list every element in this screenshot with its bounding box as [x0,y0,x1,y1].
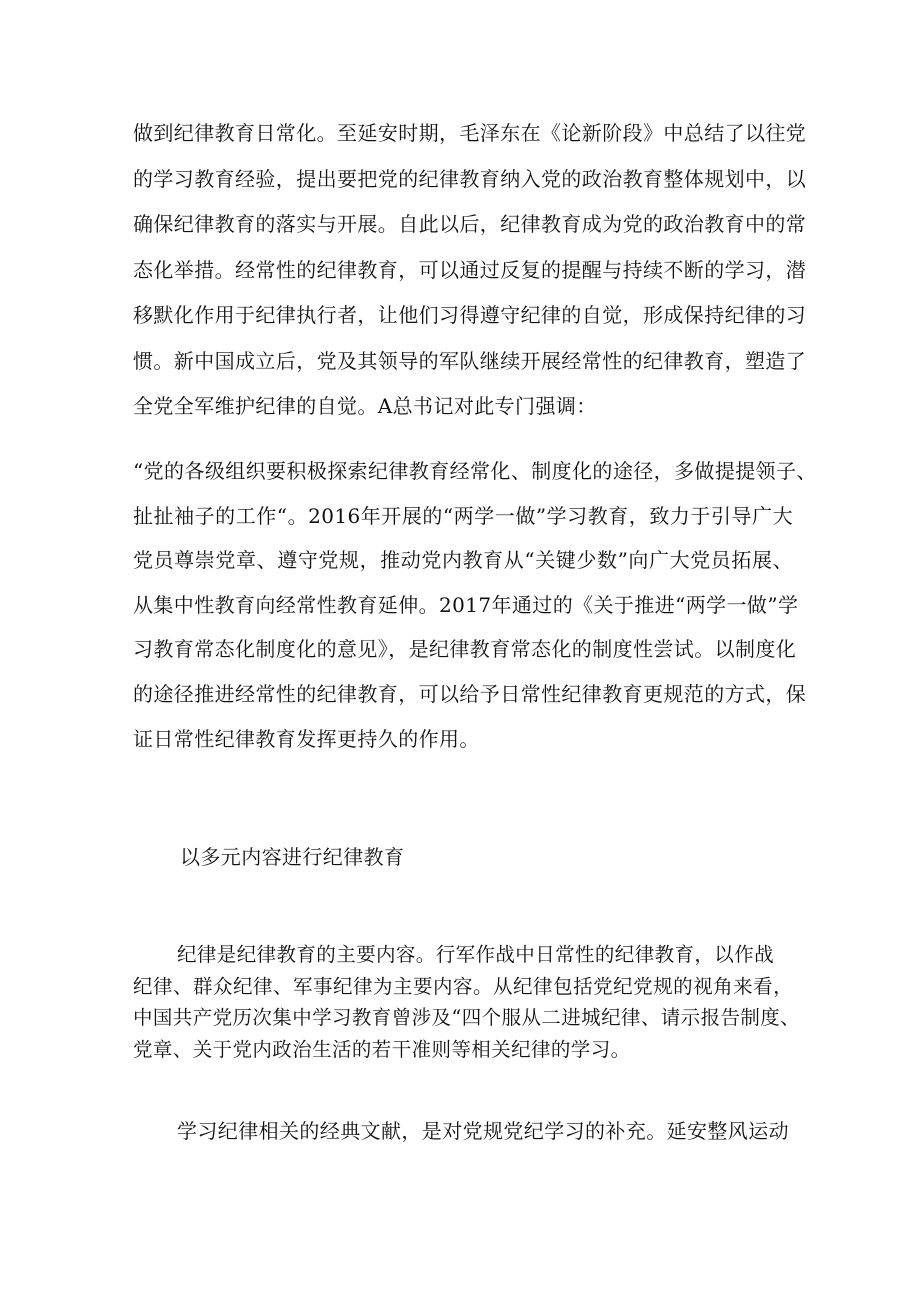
paragraph-classic-literature [133,1115,793,1144]
text-line: “党的各级组织要积极探索纪律教育经常化、制度化的途径，多做提提领子、 [133,459,817,483]
section-heading: 以多元内容进行纪律教育 [180,845,405,869]
text-line: 确保纪律教育的落实与开展。自此以后，纪律教育成为党的政治教育中的常 [133,212,807,236]
text-line: 全党全军维护纪律的自觉。A总书记对此专门强调： [133,394,597,418]
text-line: 学习纪律相关的经典文献，是对党规党纪学习的补充。延安整风运动 [177,1119,789,1143]
paragraph-quote-institutionalization [133,449,817,761]
text-line: 惯。新中国成立后，党及其领导的军队继续开展经常性的纪律教育，塑造了 [133,348,807,373]
text-line: 的学习教育经验，提出要把党的纪律教育纳入党的政治教育整体规划中，以 [133,166,807,191]
paragraph-discipline-content [133,939,801,1065]
paragraph-discipline-routine [133,111,807,430]
text-line: 扯扯袖子的工作“。2016年开展的“两学一做”学习教育，致力于引导广大 [133,503,793,528]
text-line: 党章、关于党内政治生活的若干准则等相关纪律的学习。 [133,1037,631,1061]
text-line: 的途径推进经常性的纪律教育，可以给予日常性纪律教育更规范的方式，保 [133,681,807,706]
text-line: 纪律、群众纪律、军事纪律为主要内容。从纪律包括党纪党规的视角来看， [133,974,793,998]
text-line: 移默化作用于纪律执行者，让他们习得遵守纪律的自觉，形成保持纪律的习 [133,303,807,327]
text-line: 中国共产党历次集中学习教育曾涉及“四个服从二进城纪律、请示报告制度、 [133,1006,801,1030]
text-line: 纪律是纪律教育的主要内容。行军作战中日常性的纪律教育，以作战 [177,943,775,966]
text-line: 从集中性教育向经常性教育延伸。2017年通过的《关于推进“两学一做”学 [133,592,799,617]
text-line: 态化举措。经常性的纪律教育，可以通过反复的提醒与持续不断的学习，潜 [133,257,807,282]
text-line: 做到纪律教育日常化。至延安时期，毛泽东在《论新阶段》中总结了以往党 [133,121,807,145]
text-line: 党员尊崇党章、遵守党规，推动党内教育从“关键少数”向广大党员拓展、 [133,548,793,573]
text-line: 习教育常态化制度化的意见》，是纪律教育常态化的制度性尝试。以制度化 [133,637,797,662]
text-line: 证日常性纪律教育发挥更持久的作用。 [133,726,480,751]
